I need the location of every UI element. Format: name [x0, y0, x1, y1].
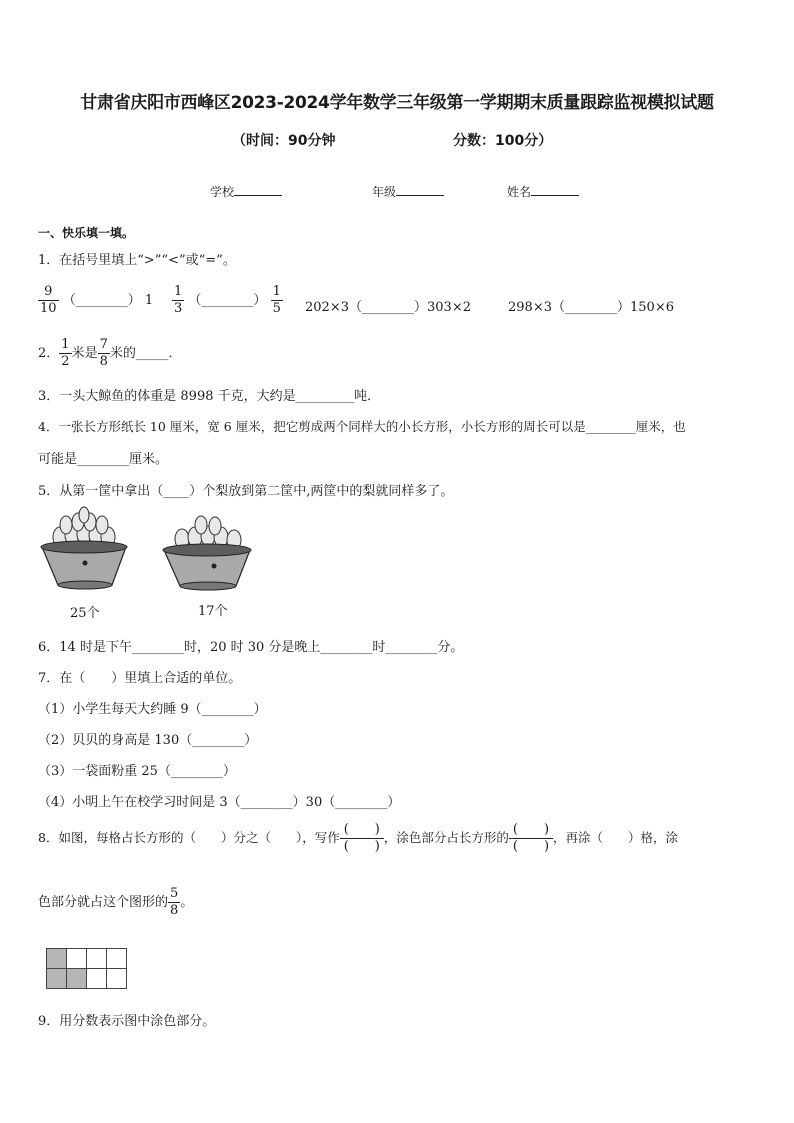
page-title: 甘肃省庆阳市西峰区2023-2024学年数学三年级第一学期期末质量跟踪监视模拟试题 — [80, 93, 714, 113]
question-4-line-1: 4．一张长方形纸长 10 厘米，宽 6 厘米，把它剪成两个同样大的小长方形，小长方形的周长可以是________厘米，也 — [38, 419, 686, 434]
q1-item-2: $\frac{1}{3}$ （________） $\frac{1}{5}$ — [174, 284, 281, 316]
question-9: 9．用分数表示图中涂色部分。 — [38, 1014, 216, 1029]
grid-cell — [87, 969, 107, 989]
basket-1-caption: 25个 — [70, 606, 100, 621]
q7-item-2: （2）贝贝的身高是 130（________） — [38, 733, 258, 748]
question-2: 2． $\frac{1}{2}$ 米是 $\frac{7}{8}$ 米的_____． — [38, 337, 182, 369]
section-heading: 一、快乐填一填。 — [38, 226, 135, 240]
q1-item-1: $\frac{9}{10}$ （________） 1 — [40, 284, 154, 316]
grid-cell-shaded — [47, 969, 67, 989]
question-5: 5．从第一筐中拿出（____）个梨放到第二筐中,两筐中的梨就同样多了。 — [38, 484, 454, 499]
school-label: 学校 — [210, 185, 235, 199]
q1-blank-1[interactable]: （________） — [62, 293, 141, 308]
school-field — [210, 182, 282, 200]
basket-1-image — [38, 505, 138, 600]
basket-2-image — [158, 512, 258, 597]
name-blank[interactable] — [531, 182, 579, 196]
q7-item-4: （4）小明上午在校学习时间是 3（________）30（________） — [38, 795, 401, 810]
question-3: 3．一头大鲸鱼的体重是 8998 千克，大约是_________吨． — [38, 389, 381, 404]
q1-blank-2[interactable]: （________） — [188, 293, 267, 308]
exam-score: 分数：100分） — [453, 133, 553, 149]
q1-item-4: 298×3（________）150×6 — [508, 300, 674, 315]
grid-cell — [107, 969, 127, 989]
grade-field — [372, 182, 444, 200]
question-7: 7．在（ ）里填上合适的单位。 — [38, 671, 242, 686]
school-blank[interactable] — [234, 182, 282, 196]
q7-item-1: （1）小学生每天大约睡 9（________） — [38, 702, 267, 717]
q1-blank-3[interactable]: （________） — [348, 300, 427, 315]
grid-cell — [87, 949, 107, 969]
question-1: 1．在括号里填上“>”“<”或“=”。 — [38, 253, 236, 268]
rectangle-grid — [46, 948, 127, 989]
grid-cell-shaded — [67, 969, 87, 989]
basket-2-caption: 17个 — [198, 604, 228, 619]
grid-cell — [107, 949, 127, 969]
question-8-line-1: 8．如图，每格占长方形的（ ）分之（ ），写作 $\frac{( )}{( )}$ ，涂色部分占长方形的 $\frac{( )}{( )}$ ，再涂（ ）格，涂 — [38, 822, 679, 854]
q1-item-3: 202×3（________）303×2 — [305, 300, 471, 315]
grade-label: 年级 — [372, 185, 397, 199]
question-8-line-2: 色部分就占这个图形的 $\frac{5}{8}$ 。 — [38, 886, 194, 918]
exam-time: （时间：90分钟 — [232, 133, 336, 149]
name-field — [507, 182, 579, 200]
grid-cell-shaded — [47, 949, 67, 969]
name-label: 姓名 — [507, 185, 532, 199]
grade-blank[interactable] — [396, 182, 444, 196]
grid-cell — [67, 949, 87, 969]
q7-item-3: （3）一袋面粉重 25（________） — [38, 764, 236, 779]
q1-blank-4[interactable]: （________） — [551, 300, 630, 315]
question-6: 6．14 时是下午________时，20 时 30 分是晚上________时________分。 — [38, 640, 464, 655]
question-4-line-2: 可能是________厘米。 — [38, 452, 169, 467]
